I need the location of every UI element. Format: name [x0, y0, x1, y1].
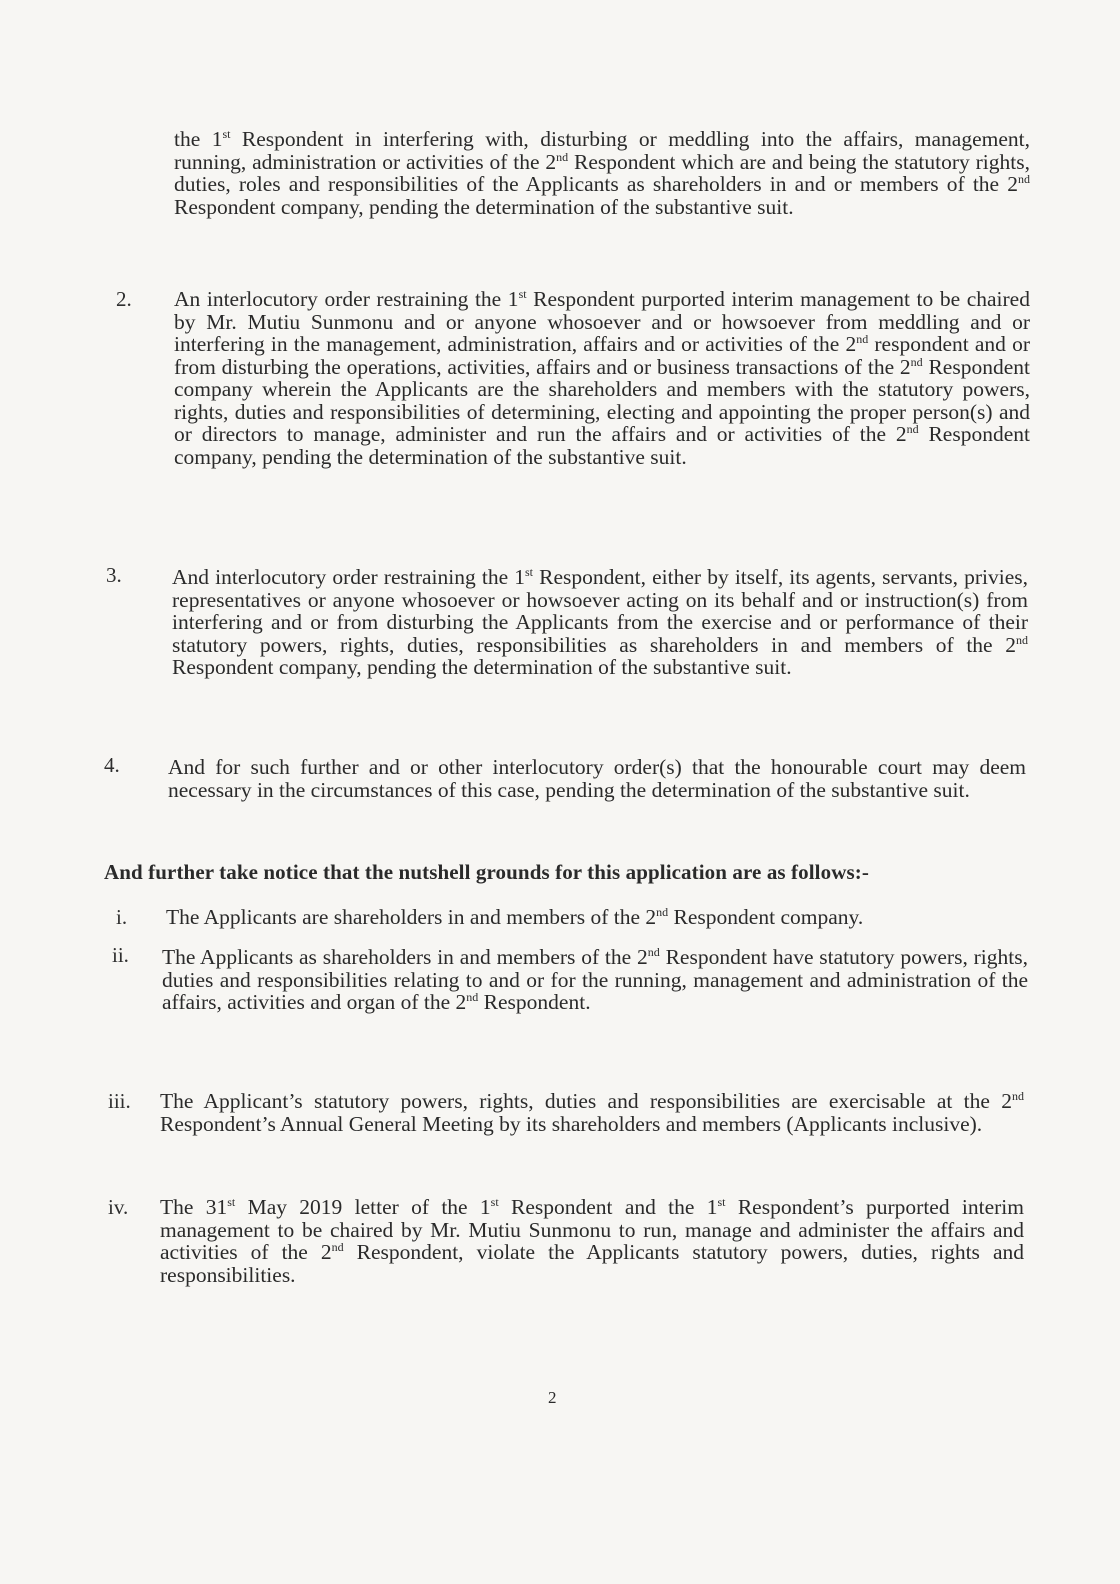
ground-paragraph: The Applicants are shareholders in and members of the 2nd Respondent company.	[166, 904, 864, 929]
page-number: 2	[548, 1388, 557, 1407]
ground-number: i.	[116, 905, 128, 929]
ground-number: iv.	[108, 1195, 129, 1219]
order-paragraph: And interlocutory order restraining the 1st Respondent, either by itself, its agents, servants, privies, representatives or anyone whosoever or howsoever acting on its behalf and or instruction(s) from interfering and or from disturbing the Applicants from the exercise and or performance of their statutory powers, rights, duties, responsibilities as shareholders in and members of the 2nd Respondent company, pending the determination of the substantive suit.	[172, 564, 1028, 679]
grounds-heading: And further take notice that the nutshell grounds for this application are as follows:-	[104, 860, 869, 884]
continuation-paragraph: the 1st Respondent in interfering with, disturbing or meddling into the affairs, management, running, administration or activities of the 2nd Respondent which are and being the statutory rights, duties, roles and responsibilities of the Applicants as shareholders in and or members of the 2nd Respondent company, pending the determination of the substantive suit.	[174, 126, 1030, 219]
ground-paragraph: The Applicants as shareholders in and members of the 2nd Respondent have statutory powers, rights, duties and responsibilities relating to and or for the running, management and administration of the affairs, activities and organ of the 2nd Respondent.	[162, 944, 1028, 1014]
ground-paragraph: The Applicant’s statutory powers, rights, duties and responsibilities are exercisable at the 2nd Respondent’s Annual General Meeting by its shareholders and members (Applicants inclusive).	[160, 1088, 1024, 1136]
order-paragraph: And for such further and or other interlocutory order(s) that the honourable court may deem necessary in the circumstances of this case, pending the determination of the substantive suit.	[168, 755, 1026, 802]
order-paragraph: An interlocutory order restraining the 1st Respondent purported interim management to be chaired by Mr. Mutiu Sunmonu and or anyone whosoever and or howsoever from meddling and or interfering in the management, administration, affairs and or activities of the 2nd respondent and or from disturbing the operations, activities, affairs and or business transactions of the 2nd Respondent company wherein the Applicants are the shareholders and members with the statutory powers, rights, duties and responsibilities of determining, electing and appointing the proper person(s) and or directors to manage, administer and run the affairs and or activities of the 2nd Respondent company, pending the determination of the substantive suit.	[174, 286, 1030, 469]
ground-number: ii.	[112, 943, 129, 967]
ground-number: iii.	[108, 1089, 131, 1113]
ground-paragraph: The 31st May 2019 letter of the 1st Respondent and the 1st Respondent’s purported interim management to be chaired by Mr. Mutiu Sunmonu to run, manage and administer the affairs and activities of the 2nd Respondent, violate the Applicants statutory powers, duties, rights and responsibilities.	[160, 1194, 1024, 1287]
order-number: 3.	[106, 563, 122, 587]
order-number: 4.	[104, 753, 120, 777]
order-number: 2.	[116, 287, 132, 311]
